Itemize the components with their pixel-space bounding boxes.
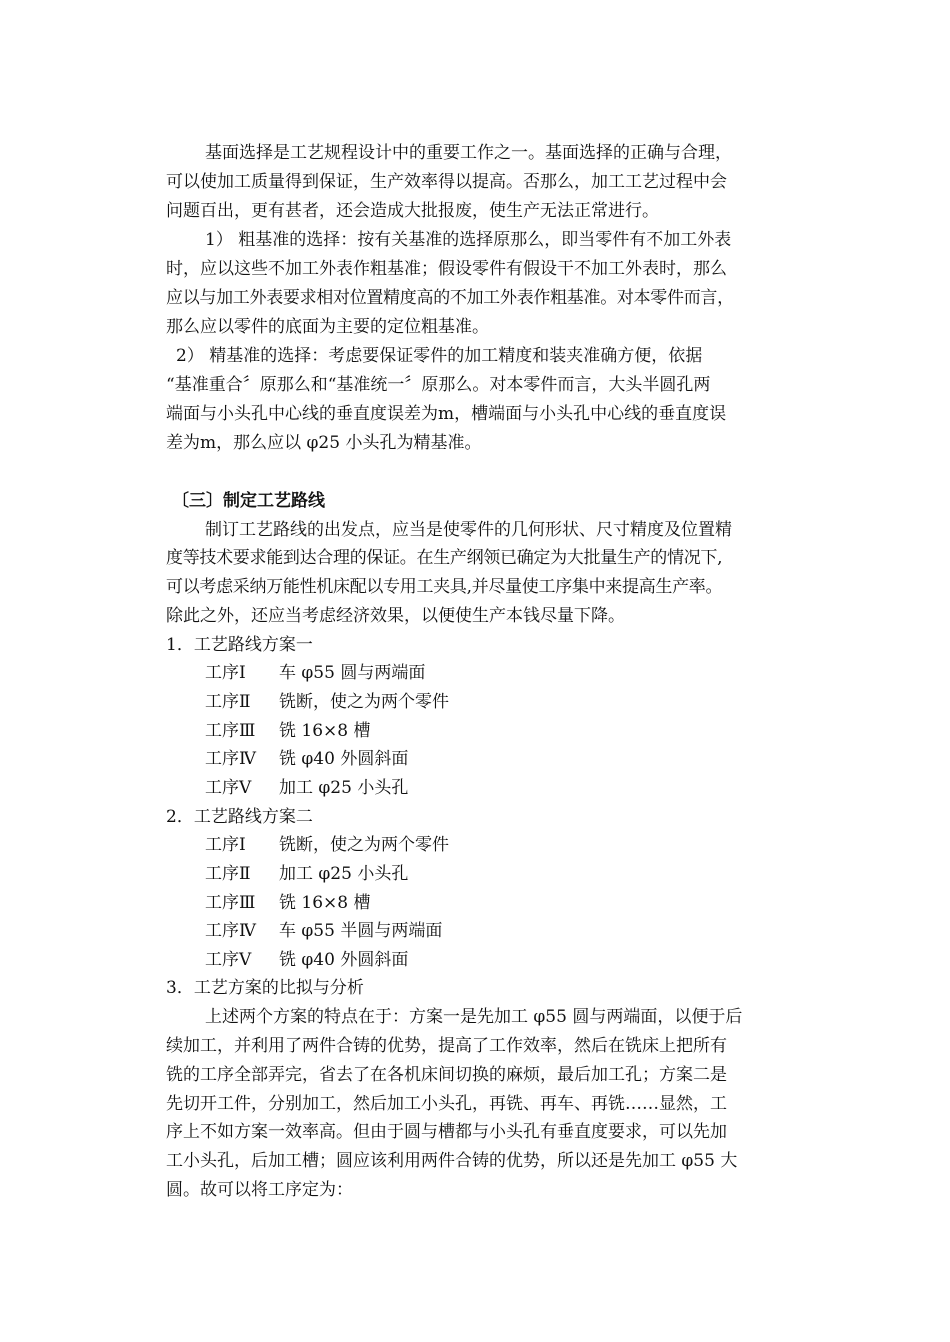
process-step — [205, 892, 371, 914]
step-number: 工序Ⅰ — [205, 663, 246, 683]
step-number: 工序Ⅱ — [205, 864, 251, 884]
process-step — [205, 863, 408, 885]
step-number: 工序Ⅲ — [205, 893, 256, 913]
step-description: 铣断，使之为两个零件 — [279, 692, 449, 712]
plan-title: 2．工艺路线方案二 — [166, 807, 313, 827]
text-line: 序上不如方案一效率高。但由于圆与槽都与小头孔有垂直度要求，可以先加 — [166, 1122, 727, 1142]
step-description: 铣 16×8 槽 — [279, 893, 371, 913]
text-line: 铣的工序全部弄完，省去了在各机床间切换的麻烦，最后加工孔；方案二是 — [166, 1065, 727, 1085]
step-number: 工序Ⅲ — [205, 721, 256, 741]
process-step — [205, 920, 442, 942]
step-description: 车 φ55 圆与两端面 — [279, 663, 426, 683]
text-line: 先切开工件，分别加工，然后加工小头孔，再铣、再车、再铣……显然，工 — [166, 1094, 727, 1114]
text-line: 2） 精基准的选择：考虑要保证零件的加工精度和装夹准确方便，依据 — [176, 346, 703, 366]
step-description: 铣 φ40 外圆斜面 — [279, 749, 409, 769]
process-step — [205, 834, 449, 856]
step-description: 车 φ55 半圆与两端面 — [279, 921, 443, 941]
process-step — [205, 662, 425, 684]
text-line: 续加工，并利用了两件合铸的优势，提高了工作效率，然后在铣床上把所有 — [166, 1036, 727, 1056]
text-line: 制订工艺路线的出发点，应当是使零件的几何形状、尺寸精度及位置精 — [205, 520, 732, 540]
step-number: 工序Ⅴ — [205, 778, 252, 798]
text-line: 时，应以这些不加工外表作粗基准；假设零件有假设干不加工外表时，那么 — [166, 259, 727, 279]
process-step — [205, 748, 408, 770]
step-number: 工序Ⅳ — [205, 921, 256, 941]
text-line: 差为m，那么应以 φ25 小头孔为精基准。 — [166, 433, 482, 453]
step-number: 工序Ⅰ — [205, 835, 246, 855]
text-line: 那么应以零件的底面为主要的定位粗基准。 — [166, 317, 489, 337]
process-step — [205, 720, 371, 742]
text-line: 上述两个方案的特点在于：方案一是先加工 φ55 圆与两端面，以便于后 — [205, 1007, 743, 1027]
text-line: 圆。故可以将工序定为： — [166, 1180, 353, 1200]
text-line: 问题百出，更有甚者，还会造成大批报废，使生产无法正常进行。 — [166, 201, 659, 221]
text-line: 可以考虑采纳万能性机床配以专用工夹具,并尽量使工序集中来提高生产率。 — [166, 577, 723, 597]
step-description: 铣 φ40 外圆斜面 — [279, 950, 409, 970]
process-step — [205, 777, 408, 799]
text-line: 工小头孔，后加工槽；圆应该利用两件合铸的优势，所以还是先加工 φ55 大 — [166, 1151, 738, 1171]
step-number: 工序Ⅴ — [205, 950, 252, 970]
plan-title: 1．工艺路线方案一 — [166, 635, 313, 655]
step-number: 工序Ⅱ — [205, 692, 251, 712]
section-heading: 〔三〕制定工艺路线 — [172, 491, 325, 511]
step-description: 铣断，使之为两个零件 — [279, 835, 449, 855]
text-line: 端面与小头孔中心线的垂直度误差为m，槽端面与小头孔中心线的垂直度误 — [166, 404, 727, 424]
process-step — [205, 691, 449, 713]
text-line: 除此之外，还应当考虑经济效果，以便使生产本钱尽量下降。 — [166, 606, 625, 626]
text-line: 1） 粗基准的选择：按有关基准的选择原那么，即当零件有不加工外表 — [205, 230, 732, 250]
comparison-title: 3．工艺方案的比拟与分析 — [166, 978, 364, 998]
text-line: 可以使加工质量得到保证，生产效率得以提高。否那么，加工工艺过程中会 — [166, 172, 727, 192]
step-description: 加工 φ25 小头孔 — [279, 864, 409, 884]
process-step — [205, 949, 408, 971]
step-description: 铣 16×8 槽 — [279, 721, 371, 741]
text-line: “基准重合〞原那么和“基准统一〞原那么。对本零件而言，大头半圆孔两 — [166, 375, 711, 395]
text-line: 应以与加工外表要求相对位置精度高的不加工外表作粗基准。对本零件而言， — [166, 288, 734, 308]
text-line: 基面选择是工艺规程设计中的重要工作之一。基面选择的正确与合理， — [205, 143, 732, 163]
text-line: 度等技术要求能到达合理的保证。在生产纲领已确定为大批量生产的情况下, — [166, 548, 723, 568]
step-description: 加工 φ25 小头孔 — [279, 778, 409, 798]
step-number: 工序Ⅳ — [205, 749, 256, 769]
